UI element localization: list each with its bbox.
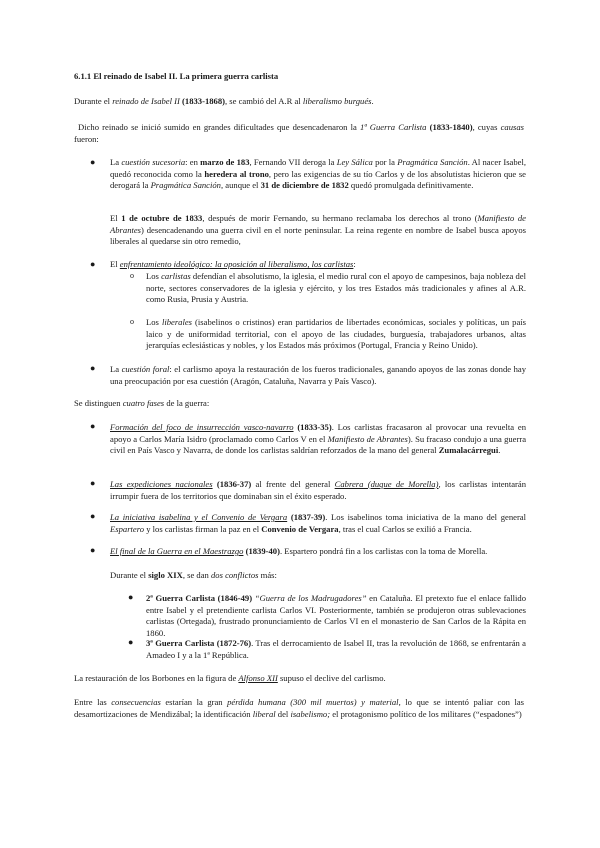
paragraph-causes-intro: Dicho reinado se inició sumido en grandes dificultades que desencadenaron la 1ª Guerra Carlista (1833-1840), cuyas causas fueron: bbox=[74, 122, 525, 144]
bullet-icon: ● bbox=[90, 259, 96, 269]
phase-4: El final de la Guerra en el Maestrazgo (1839-40). Espartero pondrá fin a los carlistas con la toma de Morella. bbox=[110, 546, 488, 556]
phase-1: Formación del foco de insurrección vasco-navarro (1833-35). Los carlistas fracasaron al provocar una revuelta en apoyo a Carlos María Isidro (proclamado como Carlos V en el Manifiesto de Abrantes). Su fracaso condujo a una guerra civil en País Vasco y Navarra, de donde los carlistas saldrían reforzados de la mano del general Zumalacárregui. bbox=[110, 422, 527, 456]
liberals-description: Los liberales (isabelinos o cristinos) eran partidarios de libertades económicas, sociales y políticas, un país laico y de uniformidad territorial, con el apoyo de las ciudades, burguesía, trabajadores urbanos, altas jerarquías eclesiásticas y nobles, y los Estados más próximos (Portugal, Francia y Reino Unido). bbox=[146, 317, 526, 351]
paragraph-restoration: La restauración de los Borbones en la figura de Alfonso XII supuso el declive del carlismo. bbox=[74, 673, 386, 683]
paragraph-reign: Durante el reinado de Isabel II (1833-1868), se cambió del A.R al liberalismo burgués. bbox=[74, 96, 374, 106]
phase-3: La iniciativa isabelina y el Convenio de Vergara (1837-39). Los isabelinos toma iniciativa de la mano del general Espartero y los carlistas firman la paz en el Convenio de Vergara, tras el cual Carlos se exilió a Francia. bbox=[110, 512, 527, 534]
bullet-icon: ● bbox=[90, 511, 96, 521]
bullet-icon: ● bbox=[128, 592, 134, 602]
carlists-description: Los carlistas defendían el absolutismo, la iglesia, el medio rural con el apoyo de campesinos, baja nobleza del norte, sectores conservadores de la iglesia y ejército, y los tres Estados más tradicionales y afines al A.R. como Rusia, Prusia y Austria. bbox=[146, 271, 526, 305]
bullet-icon: ● bbox=[90, 478, 96, 488]
bullet-icon: ● bbox=[90, 157, 96, 167]
cause-succession: La cuestión sucesoria: en marzo de 183, Fernando VII deroga la Ley Sálica por la Pragmática Sanción. Al nacer Isabel, quedó reconocida como la heredera al trono, pero las exigencias de su tío Carlos y de los absolutistas hicieron que se derogará la Pragmática Sanción, aunque el 31 de diciembre de 1832 quedó promulgada definitivamente. bbox=[110, 157, 527, 191]
bullet-icon: ● bbox=[90, 545, 96, 555]
second-carlist-war: 2ª Guerra Carlista (1846-49) “Guerra de los Madrugadores” en Cataluña. El pretexto fue el enlace fallido entre Isabel y el pretendiente carlista Carlos VI. Posteriormente, también se produjeron otras sublevaciones carlistas (Ortegada), frustrado pronunciamiento de Carlos VI en el monasterio de San Carlos de la Rápita en 1860. bbox=[146, 593, 526, 638]
paragraph-phases-intro: Se distinguen cuatro fases de la guerra: bbox=[74, 398, 210, 408]
bullet-icon: ● bbox=[90, 363, 96, 373]
paragraph-consequences: Entre las consecuencias estarían la gran pérdida humana (300 mil muertos) y material, lo que se intentó paliar con las desamortizaciones de Mendizábal; la identificación liberal del isabelismo; el protagonismo político de los militares (“espadones”) bbox=[74, 697, 524, 719]
cause-ideological: El enfrentamiento ideológico: la oposición al liberalismo, los carlistas: bbox=[110, 259, 356, 269]
cause-succession-continued: El 1 de octubre de 1833, después de morir Fernando, su hermano reclamaba los derechos al trono (Manifiesto de Abrantes) desencadenando una guerra civil en el norte peninsular. La reina regente en nombre de Isabel busca apoyos liberales al quedarse sin otro remedio, bbox=[110, 213, 526, 247]
cause-foral: La cuestión foral: el carlismo apoya la restauración de los fueros tradicionales, ganando apoyos de las zonas donde hay una preocupación por esa cuestión (Aragón, Cataluña, Navarra y País Vasco). bbox=[110, 364, 526, 386]
third-carlist-war: 3ª Guerra Carlista (1872-76). Tras el derrocamiento de Isabel II, tras la revolución de 1868, se enfrentarán a Amadeo I y a la 1ª República. bbox=[146, 638, 527, 660]
bullet-icon: ● bbox=[90, 421, 96, 431]
bullet-icon: ● bbox=[128, 637, 134, 647]
paragraph-other-conflicts: Durante el siglo XIX, se dan dos conflictos más: bbox=[110, 570, 277, 580]
sub-bullet-icon: o bbox=[130, 271, 134, 280]
section-heading: 6.1.1 El reinado de Isabel II. La primera guerra carlista bbox=[74, 71, 279, 81]
phase-2: Las expediciones nacionales (1836-37) al frente del general Cabrera (duque de Morella), los carlistas intentarán irrumpir fuera de los territorios que dominaban sin el éxito esperado. bbox=[110, 479, 526, 501]
sub-bullet-icon: o bbox=[130, 317, 134, 326]
